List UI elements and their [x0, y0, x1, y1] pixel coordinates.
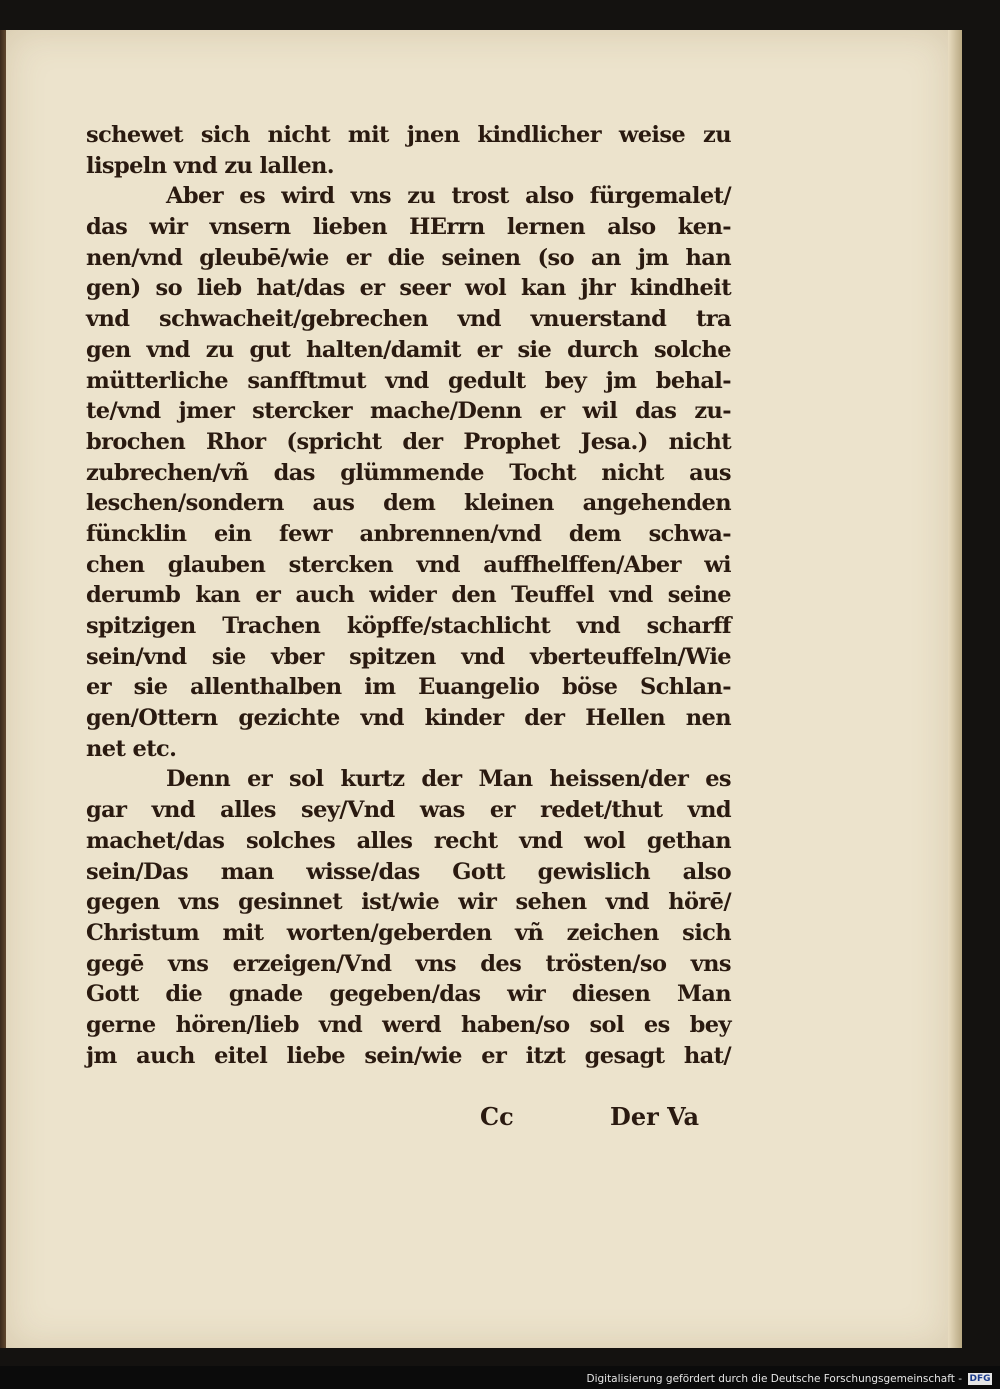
text-line: gen vnd zu gut halten/damit er sie durch solche — [86, 336, 731, 363]
text-line: er sie allenthalben im Euangelio böse Schlan- — [86, 674, 731, 701]
text-line: gar vnd alles sey/Vnd was er redet/thut vnd — [86, 797, 731, 824]
text-line: sein/vnd sie vber spitzen vnd vberteuffeln/Wie — [86, 643, 731, 670]
text-line: nen/vnd gleubē/wie er die seinen (so an jm han — [86, 244, 731, 271]
dfg-logo: DFG — [969, 1374, 991, 1384]
text-line: te/vnd jmer stercker mache/Denn er wil das zu- — [86, 398, 731, 425]
text-line: lispeln vnd zu lallen. — [86, 152, 335, 179]
page-text — [86, 120, 731, 1071]
text-line: vnd schwacheit/gebrechen vnd vnuerstand tra — [86, 306, 731, 333]
catchword: Der Va — [610, 1102, 700, 1131]
text-line: Gott die gnade gegeben/das wir diesen Man — [86, 981, 731, 1008]
text-line: derumb kan er auch wider den Teuffel vnd seine — [86, 582, 731, 609]
text-line: gegen vns gesinnet ist/wie wir sehen vnd hörē/ — [86, 889, 731, 916]
text-line: gen/Ottern gezichte vnd kinder der Hellen nen — [86, 705, 731, 732]
text-line: das wir vnsern lieben HErrn lernen also ken- — [86, 214, 731, 241]
text-line: gegē vns erzeigen/Vnd vns des trösten/so vns — [86, 950, 731, 977]
text-line: jm auch eitel liebe sein/wie er itzt gesagt hat/ — [86, 1042, 731, 1069]
digitization-credit: Digitalisierung gefördert durch die Deutsche Forschungsgemeinschaft - — [586, 1373, 962, 1385]
text-line: machet/das solches alles recht vnd wol gethan — [86, 827, 731, 854]
text-line: brochen Rhor (spricht der Prophet Jesa.) nicht — [86, 428, 731, 455]
text-line: spitzigen Trachen köpffe/stachlicht vnd scharff — [86, 613, 731, 639]
text-line: Christum mit worten/geberden vñ zeichen sich — [86, 919, 731, 946]
text-line: sein/Das man wisse/das Gott gewislich also — [86, 858, 731, 885]
text-line: füncklin ein fewr anbrennen/vnd dem schwa- — [86, 520, 731, 547]
text-line: chen glauben stercken vnd auffhelffen/Aber wi — [86, 551, 731, 578]
page-footer — [480, 1102, 730, 1134]
text-line: Aber es wird vns zu trost also fürgemalet/ — [166, 183, 731, 210]
text-line: gerne hören/lieb vnd werd haben/so sol es bey — [86, 1011, 731, 1038]
text-line: schewet sich nicht mit jnen kindlicher weise zu — [86, 122, 731, 148]
text-line: leschen/sondern aus dem kleinen angehenden — [86, 490, 731, 517]
text-line: Denn er sol kurtz der Man heissen/der es — [166, 766, 731, 793]
text-line: zubrechen/vñ das glümmende Tocht nicht aus — [86, 459, 731, 486]
signature-mark: Cc — [480, 1102, 514, 1131]
text-line: mütterliche sanfftmut vnd gedult bey jm behal- — [86, 367, 731, 394]
page-edge-right — [948, 30, 962, 1348]
text-line: net etc. — [86, 735, 177, 762]
text-line: gen) so lieb hat/das er seer wol kan jhr kindheit — [86, 275, 731, 302]
